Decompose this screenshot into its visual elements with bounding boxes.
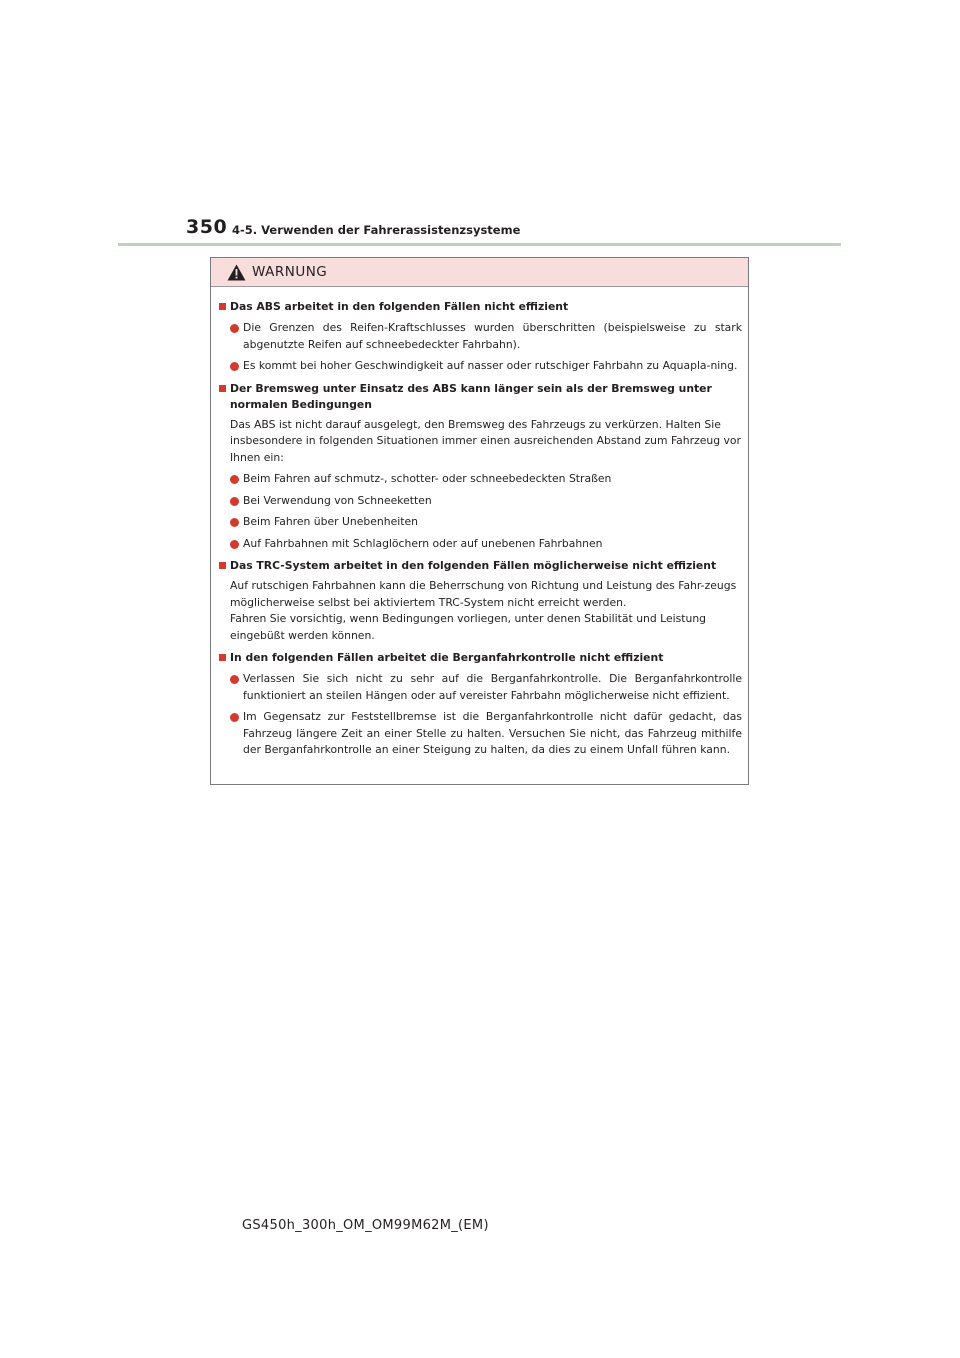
warning-triangle-icon [227,264,246,281]
round-bullet-icon [230,475,239,484]
section-heading: In den folgenden Fällen arbeitet die Berganfahrkontrolle nicht effizient [219,650,742,666]
round-bullet-icon [230,497,239,506]
section-heading: Der Bremsweg unter Einsatz des ABS kann länger sein als der Bremsweg unter normalen Bedingungen [219,381,742,413]
section-title: 4-5. Verwenden der Fahrerassistenzsysteme [232,223,521,237]
warning-section-hill-start [219,650,742,759]
warning-title: WARNUNG [252,264,328,280]
list-item: Bei Verwendung von Schneeketten [219,493,742,510]
section-heading: Das ABS arbeitet in den folgenden Fällen nicht effizient [219,299,742,315]
list-item: Beim Fahren über Unebenheiten [219,514,742,531]
footer-doc-code: GS450h_300h_OM_OM99M62M_(EM) [242,1218,489,1233]
section-text: Auf rutschigen Fahrbahnen kann die Beherrschung von Richtung und Leistung des Fahr-zeugs möglicherweise selbst bei aktiviertem TRC-System nicht erreicht werden. [230,579,737,609]
warning-section-braking-distance [219,381,742,553]
section-text: Fahren Sie vorsichtig, wenn Bedingungen vorliegen, unter denen Stabilität und Leistung eingebüßt werden können. [230,612,707,642]
list-item: Die Grenzen des Reifen-Kraftschlusses wurden überschritten (beispielsweise zu stark abgenutzte Reifen auf schneebedeckter Fahrbahn). [219,320,742,353]
section-heading: Das TRC-System arbeitet in den folgenden Fällen möglicherweise nicht effizient [219,558,742,574]
round-bullet-icon [230,675,239,684]
round-bullet-icon [230,518,239,527]
round-bullet-icon [230,324,239,333]
list-item: Im Gegensatz zur Feststellbremse ist die Berganfahrkontrolle nicht dafür gedacht, das Fahrzeug längere Zeit an einer Stelle zu halten. Versuchen Sie nicht, das Fahrzeug mithilfe der Berganfahrkontrolle an einer Steigung zu halten, da dies zu einem Unfall führen kann. [219,709,742,759]
square-bullet-icon [219,303,226,310]
section-text: Das ABS ist nicht darauf ausgelegt, den Bremsweg des Fahrzeugs zu verkürzen. Halten Sie insbesondere in folgenden Situationen immer einen ausreichenden Abstand zum Fahrzeug vor Ihnen ein: [230,417,741,464]
round-bullet-icon [230,713,239,722]
warning-body [211,287,748,759]
page-number: 350 [186,216,228,238]
list-item: Verlassen Sie sich nicht zu sehr auf die Berganfahrkontrolle. Die Berganfahrkontrolle funktioniert an steilen Hängen oder auf vereister Fahrbahn möglicherweise nicht effizient. [219,671,742,704]
round-bullet-icon [230,362,239,371]
list-item: Beim Fahren auf schmutz-, schotter- oder schneebedeckten Straßen [219,471,742,488]
round-bullet-icon [230,540,239,549]
list-item: Es kommt bei hoher Geschwindigkeit auf nasser oder rutschiger Fahrbahn zu Aquapla-ning. [219,358,742,375]
list-item: Auf Fahrbahnen mit Schlaglöchern oder auf unebenen Fahrbahnen [219,536,742,553]
square-bullet-icon [219,385,226,392]
warning-box [210,257,749,785]
square-bullet-icon [219,654,226,661]
warning-section-trc [219,558,742,644]
square-bullet-icon [219,562,226,569]
warning-header [211,258,748,287]
warning-section-abs [219,299,742,375]
header-rule [118,243,841,246]
